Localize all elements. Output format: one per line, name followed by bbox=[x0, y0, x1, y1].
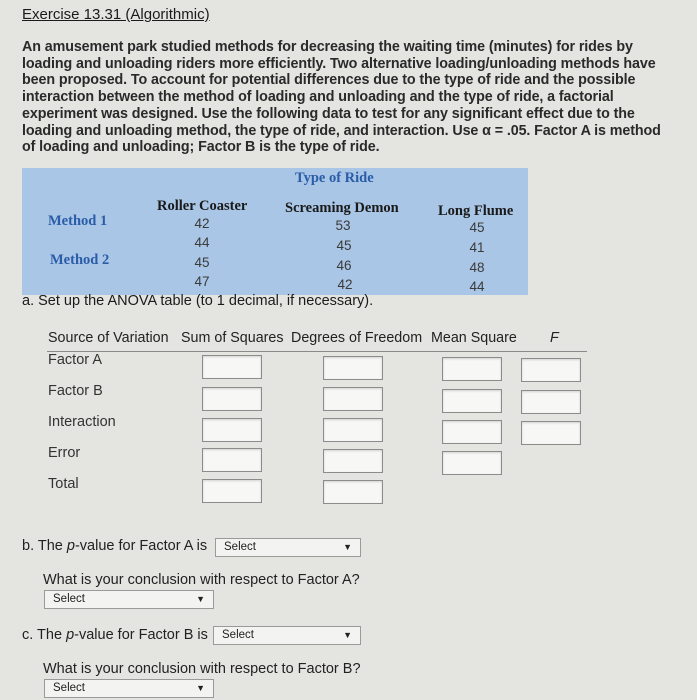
part-c-prompt: c. The p-value for Factor B is bbox=[22, 627, 208, 643]
chevron-down-icon: ▼ bbox=[196, 683, 205, 693]
chevron-down-icon: ▼ bbox=[343, 542, 352, 552]
anova-header-mean-square: Mean Square bbox=[431, 330, 517, 346]
column-header-screaming-demon: Screaming Demon bbox=[285, 200, 399, 216]
chevron-down-icon: ▼ bbox=[196, 594, 205, 604]
ss-total-input[interactable] bbox=[202, 479, 262, 503]
f-factor-a-input[interactable] bbox=[521, 358, 581, 382]
ms-error-input[interactable] bbox=[442, 451, 502, 475]
exercise-title: Exercise 13.31 (Algorithmic) bbox=[22, 6, 210, 23]
table-cell: 44 bbox=[194, 235, 210, 250]
table-cell: 42 bbox=[194, 216, 210, 231]
ss-interaction-input[interactable] bbox=[202, 418, 262, 442]
table-cell: 45 bbox=[469, 220, 485, 235]
anova-header-f: F bbox=[550, 330, 559, 346]
df-factor-b-input[interactable] bbox=[323, 387, 383, 411]
anova-header-source: Source of Variation bbox=[48, 330, 169, 346]
table-header-type-of-ride: Type of Ride bbox=[295, 170, 374, 186]
anova-source-error: Error bbox=[48, 445, 81, 461]
anova-source-interaction: Interaction bbox=[48, 414, 116, 430]
part-b-pvalue-select-value: Select bbox=[224, 541, 256, 553]
part-b-prompt: b. The p-value for Factor A is bbox=[22, 538, 208, 554]
anova-header-divider bbox=[47, 351, 587, 352]
table-cell: 46 bbox=[336, 258, 352, 273]
ss-error-input[interactable] bbox=[202, 448, 262, 472]
anova-header-degrees-of-freedom: Degrees of Freedom bbox=[291, 330, 423, 346]
table-cell: 45 bbox=[336, 238, 352, 253]
anova-header-sum-of-squares: Sum of Squares bbox=[181, 330, 284, 346]
table-cell: 53 bbox=[335, 218, 351, 233]
row-label-method-2: Method 2 bbox=[50, 252, 110, 268]
part-c-conclusion-prompt: What is your conclusion with respect to Factor B? bbox=[43, 661, 361, 677]
ss-factor-b-input[interactable] bbox=[202, 387, 262, 411]
table-cell: 48 bbox=[469, 260, 485, 275]
ms-factor-b-input[interactable] bbox=[442, 389, 502, 413]
ms-interaction-input[interactable] bbox=[442, 420, 502, 444]
part-b-pvalue-select[interactable] bbox=[215, 538, 361, 557]
df-total-input[interactable] bbox=[323, 480, 383, 504]
part-c-pvalue-select[interactable] bbox=[213, 626, 361, 645]
column-header-long-flume: Long Flume bbox=[438, 203, 514, 219]
table-cell: 42 bbox=[337, 277, 353, 292]
part-a-prompt: a. Set up the ANOVA table (to 1 decimal, if necessary). bbox=[22, 293, 374, 309]
ss-factor-a-input[interactable] bbox=[202, 355, 262, 379]
part-c-conclusion-select-value: Select bbox=[53, 682, 85, 694]
data-table bbox=[22, 168, 528, 295]
df-error-input[interactable] bbox=[323, 449, 383, 473]
table-cell: 45 bbox=[194, 255, 210, 270]
anova-source-total: Total bbox=[48, 476, 79, 492]
column-header-roller-coaster: Roller Coaster bbox=[157, 198, 248, 214]
problem-statement: An amusement park studied methods for decreasing the waiting time (minutes) for rides by loading and unloading riders more efficiently. Two alternative loading/unloading methods have been proposed. To account for potential differences due to the type of ride and the possible interaction between the method of loading and unloading and the type of ride, a factorial experiment was designed. Use the following data to test for any significant effect due to the loading and unloading method, the type of ride, and interaction. Use α = .05. Factor A is method of loading and unloading; Factor B is the type of ride. bbox=[22, 39, 661, 156]
part-c-pvalue-select-value: Select bbox=[222, 629, 254, 641]
part-b-conclusion-prompt: What is your conclusion with respect to Factor A? bbox=[43, 572, 360, 588]
f-interaction-input[interactable] bbox=[521, 421, 581, 445]
part-b-conclusion-select[interactable] bbox=[44, 590, 214, 609]
f-factor-b-input[interactable] bbox=[521, 390, 581, 414]
table-cell: 47 bbox=[194, 274, 210, 289]
df-factor-a-input[interactable] bbox=[323, 356, 383, 380]
anova-source-factor-b: Factor B bbox=[48, 383, 103, 399]
table-cell: 44 bbox=[469, 279, 485, 294]
anova-source-factor-a: Factor A bbox=[48, 352, 102, 368]
part-c-conclusion-select[interactable] bbox=[44, 679, 214, 698]
row-label-method-1: Method 1 bbox=[48, 213, 108, 229]
part-b-conclusion-select-value: Select bbox=[53, 593, 85, 605]
chevron-down-icon: ▼ bbox=[343, 630, 352, 640]
ms-factor-a-input[interactable] bbox=[442, 357, 502, 381]
table-cell: 41 bbox=[469, 240, 485, 255]
df-interaction-input[interactable] bbox=[323, 418, 383, 442]
